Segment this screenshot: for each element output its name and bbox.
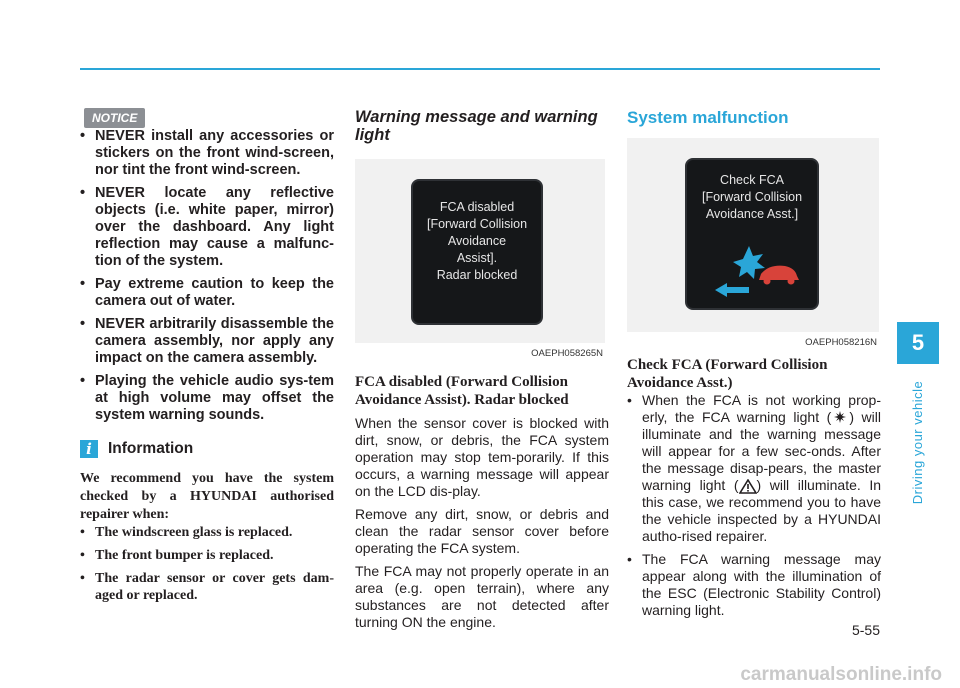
- list-item: • NEVER arbitrarily disassemble the camera assembly, nor apply any impact on the camera assembly.: [80, 316, 334, 367]
- paragraph: The FCA may not properly operate in an area (e.g. open terrain), where any substances are not detected after turning ON the engine.: [355, 563, 609, 630]
- list-item: • NEVER install any accessories or stickers on the front wind-screen, nor tint the front wind-screen.: [80, 128, 334, 179]
- information-icon: i: [80, 440, 98, 458]
- lcd-line: FCA disabled: [439, 200, 515, 214]
- bullet-text: When the FCA is not working prop-erly, the FCA warning light (: [642, 392, 881, 425]
- lcd-line: Avoidance Asst.]: [705, 207, 799, 221]
- list-item: • NEVER locate any reflective objects (i.e. white paper, mirror) over the dashboard. Any light reflection may cause a malfunc-tion of the system.: [80, 185, 334, 270]
- list-item: • The FCA warning message may appear along with the illumination of the ESC (Electronic Stability Control) warning light.: [627, 551, 881, 619]
- watermark: carmanualsonline.info: [740, 664, 942, 685]
- list-item: [627, 392, 881, 545]
- chapter-name-label: Driving your vehicle: [910, 380, 926, 504]
- lcd-line: [Forward Collision: [701, 190, 803, 204]
- chapter-number-tab: 5: [897, 322, 939, 364]
- paragraph: Remove any dirt, snow, or debris and clean the radar sensor cover before operating the FCA system.: [355, 506, 609, 556]
- notice-column: [80, 108, 334, 610]
- lcd-line: Avoidance: [447, 234, 507, 248]
- lcd-line: Check FCA: [720, 173, 784, 187]
- chapter-name: [897, 372, 939, 512]
- list-item: • The front bumper is replaced.: [80, 547, 334, 564]
- malfunction-column: [627, 108, 881, 625]
- figure-caption: OAEPH058216N: [805, 337, 877, 348]
- warning-body: [355, 415, 609, 631]
- information-heading: [80, 440, 334, 458]
- subheading-check-fca: Check FCA (Forward Collision Avoidance Asst.): [627, 357, 828, 391]
- list-item: • The windscreen glass is replaced.: [80, 524, 334, 541]
- master-warning-triangle-icon: [739, 479, 757, 493]
- subheading-fca-disabled: FCA disabled (Forward Collision Avoidance Assist). Radar blocked: [355, 374, 569, 408]
- list-item: • Playing the vehicle audio sys-tem at high volume may offset the system warning sounds.: [80, 373, 334, 424]
- lcd-line: [Forward Collision: [426, 217, 528, 231]
- information-intro: We recommend you have the system checked by a HYUNDAI authorised repairer when:: [80, 471, 334, 522]
- figure-caption: OAEPH058265N: [531, 348, 603, 359]
- fca-collision-graphic: [691, 240, 811, 302]
- notice-badge: NOTICE: [84, 108, 145, 128]
- header-rule: [80, 68, 880, 70]
- list-item: • The radar sensor or cover gets dam-aged or replaced.: [80, 570, 334, 604]
- list-item: • Pay extreme caution to keep the camera out of water.: [80, 276, 334, 310]
- lcd-line: Assist].: [456, 251, 498, 265]
- lcd-display: [411, 179, 543, 325]
- page-number: 5-55: [851, 622, 880, 638]
- section-title-malfunction: System malfunction: [627, 108, 789, 127]
- fca-warning-light-icon: [831, 411, 849, 425]
- lcd-display: [685, 158, 819, 310]
- fca-disabled-figure: [355, 159, 605, 359]
- check-fca-figure: [627, 138, 879, 348]
- warning-column: [355, 108, 609, 637]
- arrow-left-icon: [715, 283, 749, 297]
- collision-star-icon: [733, 246, 765, 279]
- information-list: [80, 524, 334, 604]
- car-icon: [759, 266, 799, 285]
- paragraph: When the sensor cover is blocked with dirt, snow, or debris, the FCA system operation may stop tem-porarily. If this occurs, a warning message will appear on the LCD dis-play.: [355, 415, 609, 499]
- malfunction-list: [627, 392, 881, 619]
- notice-list: [80, 128, 334, 424]
- bullet-text: ) will illuminate and the warning message will appear for a few sec-onds. After the message disap-pears, the master warning light (: [642, 409, 882, 493]
- bullet-text: ) will illuminate. In this case, we recommend you to have the vehicle inspected by a HYUNDAI autho-rised repairer.: [642, 477, 881, 544]
- lcd-line: Radar blocked: [436, 268, 518, 282]
- information-title: Information: [108, 440, 194, 457]
- section-title-warning: Warning message and warning light: [355, 108, 598, 144]
